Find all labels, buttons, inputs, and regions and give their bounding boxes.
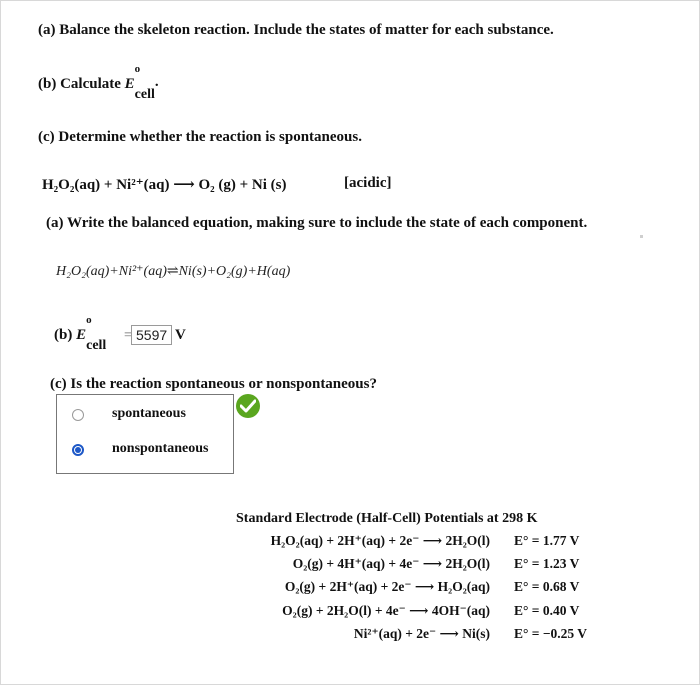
question-a: (a) Balance the skeleton reaction. Include the states of matter for each substance. xyxy=(38,22,554,38)
correct-check-icon xyxy=(236,394,260,418)
table-row-3-potential: E° = 0.68 V xyxy=(514,579,580,594)
table-row-5-potential: E° = −0.25 V xyxy=(514,626,588,641)
table-row-4-potential: E° = 0.40 V xyxy=(514,603,580,618)
part-a-prompt: (a) Write the balanced equation, making sure to include the state of each component. xyxy=(46,215,588,231)
part-b-unit: V xyxy=(175,327,186,343)
part-b-label: (b) E o cell xyxy=(54,314,107,353)
table-row-5-reaction: Ni²⁺(aq) + 2e⁻ ⟶ Ni(s) xyxy=(353,626,490,641)
option-nonspontaneous-label[interactable]: nonspontaneous xyxy=(112,441,209,456)
part-b-value[interactable]: 5597 xyxy=(131,325,172,345)
table-row-2-reaction: O₂(g) + 4H⁺(aq) + 4e⁻ ⟶ 2H₂O(l) xyxy=(292,556,490,571)
table-row-3-reaction: O₂(g) + 2H⁺(aq) + 2e⁻ ⟶ H₂O₂(aq) xyxy=(284,579,490,594)
part-c-prompt: (c) Is the reaction spontaneous or nonspontaneous? xyxy=(50,376,377,392)
part-b-equals: = xyxy=(124,328,132,343)
question-b: (b) Calculate E o cell. xyxy=(38,63,159,102)
table-row-2-potential: E° = 1.23 V xyxy=(514,556,580,571)
radio-nonspontaneous[interactable] xyxy=(72,444,84,456)
question-b-label: (b) Calculate xyxy=(38,76,121,92)
cursor-mark xyxy=(640,235,643,238)
radio-spontaneous[interactable] xyxy=(72,409,84,421)
part-b-field[interactable] xyxy=(131,325,172,345)
table-row-4-reaction: O₂(g) + 2H₂O(l) + 4e⁻ ⟶ 4OH⁻(aq) xyxy=(282,603,490,618)
option-spontaneous-label[interactable]: spontaneous xyxy=(112,406,186,421)
table-title: Standard Electrode (Half-Cell) Potentials at 298 K xyxy=(236,511,538,526)
table-row-1-potential: E° = 1.77 V xyxy=(514,533,580,548)
given-equation: H₂O₂(aq) + Ni²⁺(aq) ⟶ O₂ (g) + Ni (s) xyxy=(42,177,287,193)
table-row-1-reaction: H₂O₂(aq) + 2H⁺(aq) + 2e⁻ ⟶ 2H₂O(l) xyxy=(270,533,490,548)
given-condition: [acidic] xyxy=(344,175,392,191)
part-a-answer[interactable]: H₂O₂(aq)+Ni²⁺(aq)⇌Ni(s)+O₂(g)+H(aq) xyxy=(56,264,291,279)
question-c: (c) Determine whether the reaction is spontaneous. xyxy=(38,129,362,145)
